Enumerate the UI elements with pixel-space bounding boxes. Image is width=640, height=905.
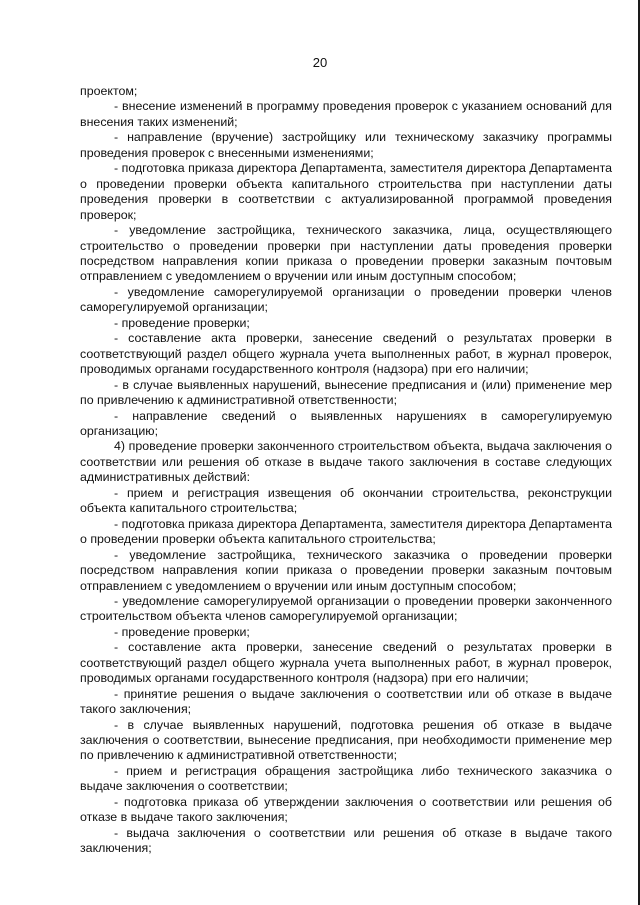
list-item: - выдача заключения о соответствии или решения об отказе в выдаче такого заключения; [80, 825, 612, 856]
page-number: 20 [312, 55, 328, 70]
numbered-section-4: 4) проведение проверки законченного строительством объекта, выдача заключения о соответствии или решения об отказе в выдаче такого заключения в составе следующих административных действий: [80, 439, 612, 485]
list-item: - проведение проверки; [114, 624, 250, 639]
list-item: - уведомление застройщика, технического заказчика, лица, осуществляющего строительство о проведении проверки при наступлении даты проведения проверки посредством направления копии приказа о проведении проверки заказным почтовым отправлением с уведомлением о вручении или иным доступным способом; [80, 223, 612, 284]
list-item: - подготовка приказа директора Департамента, заместителя директора Департамента о проведении проверки объекта капитального строительства; [80, 516, 612, 547]
list-item: - составление акта проверки, занесение сведений о результатах проверки в соответствующий раздел общего журнала учета выполненных работ, в журнал проверок, проводимых органами государственного контроля (надзора) при его наличии; [80, 331, 612, 377]
paragraph-continuation: проектом; [80, 84, 138, 98]
list-item: - прием и регистрация извещения об окончании строительства, реконструкции объекта капитального строительства; [80, 485, 612, 516]
list-item: - направление (вручение) застройщику или техническому заказчику программы проведения проверок с внесенными изменениями; [80, 130, 612, 160]
list-item: - в случае выявленных нарушений, вынесение предписания и (или) применение мер по привлечению к административной ответственности; [80, 377, 612, 408]
list-item: - принятие решения о выдаче заключения о соответствии или об отказе в выдаче такого заключения; [80, 686, 612, 717]
list-item: - подготовка приказа директора Департамента, заместителя директора Департамента о проведении проверки объекта капитального строительства при наступлении даты проведения проверки в соответствии с актуализированной программой проведения проверок; [80, 161, 612, 222]
list-item: - прием и регистрация обращения застройщика либо технического заказчика о выдаче заключения о соответствии; [80, 763, 612, 794]
document-body [80, 84, 612, 857]
list-item: - проведение проверки; [114, 315, 250, 330]
list-item: - уведомление застройщика, технического заказчика о проведении проверки посредством направления копии приказа о проведении проверки заказным почтовым отправлением с уведомлением о вручении или иным доступным способом; [80, 547, 612, 593]
list-item: - в случае выявленных нарушений, подготовка решения об отказе в выдаче заключения о соответствии, вынесение предписания, при необходимости применение мер по привлечению к административной ответственности; [80, 717, 612, 763]
list-item: - уведомление саморегулируемой организации о проведении проверки членов саморегулируемой организации; [80, 284, 612, 315]
list-item: - уведомление саморегулируемой организации о проведении проверки законченного строительством объекта членов саморегулируемой организации; [80, 593, 612, 624]
list-item: - подготовка приказа об утверждении заключения о соответствии или решения об отказе в выдаче такого заключения; [80, 794, 612, 825]
list-item: - направление сведений о выявленных нарушениях в саморегулируемую организацию; [80, 408, 612, 438]
list-item: - составление акта проверки, занесение сведений о результатах проверки в соответствующий раздел общего журнала учета выполненных работ, в журнал проверок, проводимых органами государственного контроля (надзора) при его наличии; [80, 640, 612, 686]
list-item: - внесение изменений в программу проведения проверок с указанием оснований для внесения таких изменений; [80, 99, 612, 129]
